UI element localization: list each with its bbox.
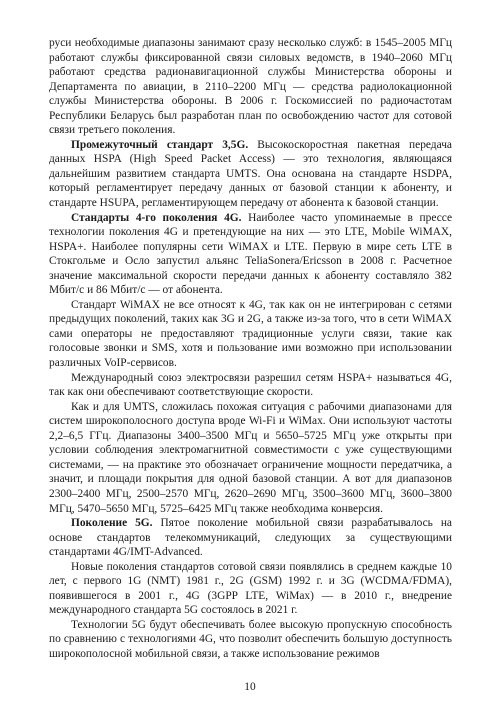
paragraph-text: Наиболее часто упоминаемые в прессе технологии поколения 4G и претендующие на них — это LTE, Mobile WiMAX, HSPA+. Наиболее популярны сети WiMAX и LTE. Первую в мире сеть LTE в Стокгольме и Осло запустил альянс TeliaSonera/Ericsson в 2008 г. Расчетное значение максимальной скорости передачи данных к абоненту составляло 382 Мбит/с и 86 Мбит/с — от абонента. bbox=[49, 211, 452, 297]
section-heading: Поколение 5G. bbox=[71, 517, 153, 530]
paragraph-5g-technologies bbox=[49, 618, 452, 662]
paragraph-generation-5g bbox=[49, 516, 452, 560]
section-heading: Промежуточный стандарт 3,5G. bbox=[71, 138, 249, 151]
section-heading: Стандарты 4-го поколения 4G. bbox=[71, 211, 242, 224]
paragraph-text: Стандарт WiMAX не все относят к 4G, так как он не интегрирован с сетями предыдущих поколений, таких как 3G и 2G, а также из-за того, что в сети WiMAX сами операторы не предоставляют традиционные услуги связи, такие как голосовые звонки и SMS, хотя и пользование ими возможно при использовании различных VoIP-сервисов. bbox=[49, 298, 452, 370]
paragraph-frequency-bands bbox=[49, 36, 452, 138]
paragraph-text: руси необходимые диапазоны занимают сразу несколько служб: в 1545–2005 МГц работают службы фиксированной связи силовых ведомств, в 1940–2060 МГц работают средства радионавигационной службы Министерства обороны и Департамента по авиации, в 2110–2200 МГц — средства радиолокационной службы Министерства обороны. В 2006 г. Госкомиссией по радиочастотам Республики Беларусь был разработан план по освобождению частот для сотовой связи третьего поколения. bbox=[49, 37, 452, 137]
paragraph-standard-3-5g bbox=[49, 138, 452, 211]
paragraph-standards-4g bbox=[49, 211, 452, 298]
paragraph-itu-hspa bbox=[49, 371, 452, 400]
paragraph-text: Новые поколения стандартов сотовой связи появлялись в среднем каждые 10 лет, с первого 1G (NMT) 1981 г., 2G (GSM) 1992 г. и 3G (WCDMA/FDMA), появившегося в 2001 г., 4G (3GPP LTE, WiMax) — в 2010 г., внедрение международного стандарта 5G состоялось в 2021 г. bbox=[49, 560, 452, 617]
paragraph-text: Высокоскоростная пакетная передача данных HSPA (High Speed Packet Access) — это технология, являющаяся дальнейшим развитием стандарта UMTS. Она основана на стандарте HSDPA, который регламентирует передачу данных от базовой станции к абоненту, и стандарте HSUPA, регламентирующем передачу от абонента к базовой станции. bbox=[49, 138, 452, 210]
paragraph-text: Как и для UMTS, сложилась похожая ситуация с рабочими диапазонами для систем широкополосного доступа вроде Wi-Fi и WiMax. Они используют частоты 2,2–6,5 ГГц. Диапазоны 3400–3500 МГц и 5650–5725 МГц уже открыты при условии соблюдения электромагнитной совместимости с уже существующими системами, — на практике это обозначает ограничение мощности передатчика, а значит, и площади покрытия для одной базовой станции. А вот для диапазонов 2300–2400 МГц, 2500–2570 МГц, 2620–2690 МГц, 3500–3600 МГц, 3600–3800 МГц, 5470–5650 МГц, 5725–6425 МГц также необходима конверсия. bbox=[49, 400, 452, 515]
paragraph-wimax bbox=[49, 298, 452, 371]
paragraph-text: Пятое поколение мобильной связи разрабатывалось на основе стандартов телекоммуникаций, следующих за существующими стандартами 4G/IMT-Advanced. bbox=[49, 517, 452, 559]
paragraph-text: Технологии 5G будут обеспечивать более высокую пропускную способность по сравнению с технологиями 4G, что позволит обеспечить большую доступность широкополосной мобильной связи, а также использование режимов bbox=[49, 618, 452, 660]
paragraph-broadband-bands bbox=[49, 400, 452, 516]
paragraph-text: Международный союз электросвязи разрешил сетям HSPA+ называться 4G, так как они обеспечивают соответствующие скорости. bbox=[49, 371, 452, 399]
paragraph-generations-timeline bbox=[49, 560, 452, 618]
page-number: 10 bbox=[244, 681, 256, 693]
